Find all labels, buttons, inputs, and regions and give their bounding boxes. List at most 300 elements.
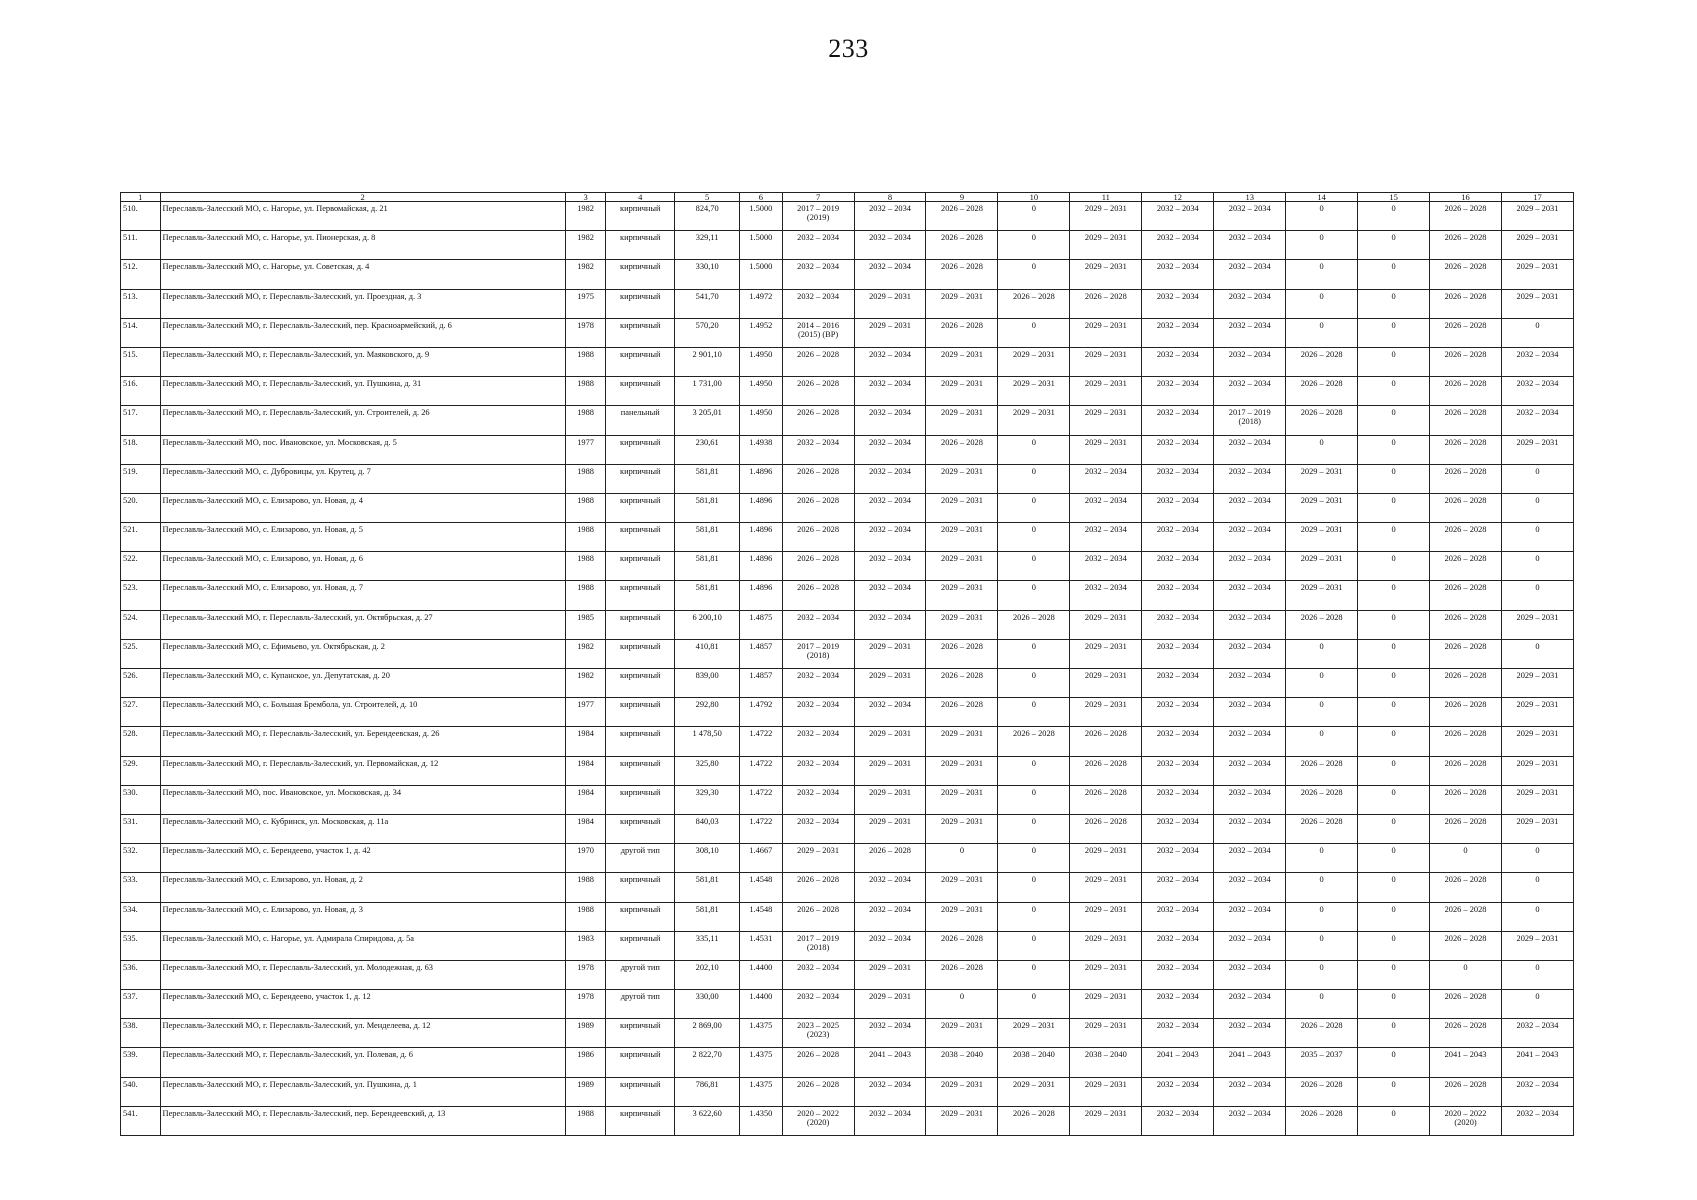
cell-value: 2017 – 2019 <box>797 933 840 943</box>
cell-value: 535. <box>123 933 138 943</box>
table-cell-col-17 <box>1501 960 1573 989</box>
cell-value: 2041 – 2043 <box>1516 1050 1559 1060</box>
cell-value: Переславль-Залесский МО, с. Елизарово, ул. Новая, д. 7 <box>162 583 363 593</box>
address-cell <box>160 260 565 289</box>
address-cell <box>160 698 565 727</box>
table-cell-col-6 <box>740 844 783 873</box>
table-cell-col-6 <box>740 931 783 960</box>
cell-value: 2017 – 2019 <box>1228 408 1271 418</box>
cell-value: кирпичный <box>620 495 661 505</box>
cell-value: кирпичный <box>620 1108 661 1118</box>
cell-value: 1988 <box>577 466 594 476</box>
cell-value: 2032 – 2034 <box>869 437 911 447</box>
table-cell-col-3 <box>565 435 606 464</box>
address-cell <box>160 581 565 610</box>
cell-value: 1982 <box>577 641 594 651</box>
row-number <box>121 318 161 347</box>
cell-value: 2032 – 2034 <box>1228 846 1271 856</box>
cell-value: 202,10 <box>695 962 719 972</box>
table-cell-col-10 <box>998 581 1070 610</box>
cell-value: 2029 – 2031 <box>869 962 911 972</box>
cell-value: кирпичный <box>620 904 661 914</box>
cell-value: 0 <box>1031 700 1036 710</box>
cell-value: 2026 – 2028 <box>1084 729 1127 739</box>
table-cell-col-13 <box>1214 756 1286 785</box>
table-cell-col-5 <box>675 552 740 581</box>
row-number <box>121 523 161 552</box>
table-cell-col-12 <box>1142 785 1214 814</box>
cell-value: 2029 – 2031 <box>1084 962 1127 972</box>
cell-value: 2032 – 2034 <box>1228 787 1271 797</box>
cell-value: 2032 – 2034 <box>1228 875 1271 885</box>
cell-value: 2026 – 2028 <box>1444 758 1487 768</box>
table-cell-col-14 <box>1286 1019 1358 1048</box>
cell-value: 2032 – 2034 <box>1084 583 1127 593</box>
table-cell-col-10 <box>998 260 1070 289</box>
cell-value: 2026 – 2028 <box>1084 291 1127 301</box>
table-cell-col-5 <box>675 318 740 347</box>
cell-value: 2032 – 2034 <box>797 787 840 797</box>
cell-value: 1982 <box>577 262 594 272</box>
table-cell-col-11 <box>1070 902 1142 931</box>
cell-value: 2029 – 2031 <box>1300 583 1343 593</box>
row-number <box>121 377 161 406</box>
table-cell-col-7 <box>782 1048 854 1077</box>
table-cell-col-17 <box>1501 1077 1573 1106</box>
table-row <box>121 902 1574 931</box>
cell-value: 2029 – 2031 <box>1084 320 1127 330</box>
table-cell-col-12 <box>1142 318 1214 347</box>
table-cell-col-3 <box>565 260 606 289</box>
table-cell-col-9 <box>926 289 998 318</box>
cell-value: 2032 – 2034 <box>1156 641 1199 651</box>
cell-value: 1.4950 <box>749 349 773 359</box>
cell-value: 2026 – 2028 <box>1444 320 1487 330</box>
column-number-2: 2 <box>160 193 565 202</box>
table-cell-col-11 <box>1070 552 1142 581</box>
cell-value: Переславль-Залесский МО, с. Нагорье, ул. Советская, д. 4 <box>162 262 370 272</box>
table-cell-col-13 <box>1214 1048 1286 1077</box>
cell-value: 2032 – 2034 <box>797 758 840 768</box>
table-cell-col-13 <box>1214 1077 1286 1106</box>
cell-value: 2029 – 2031 <box>1084 1108 1127 1118</box>
cell-value: 0 <box>1319 262 1324 272</box>
table-cell-col-3 <box>565 231 606 260</box>
table-cell-col-14 <box>1286 814 1358 843</box>
cell-value: 2032 – 2034 <box>1156 729 1199 739</box>
cell-value: Переславль-Залесский МО, пос. Ивановское, ул. Московская, д. 5 <box>162 437 397 447</box>
cell-value: 2029 – 2031 <box>869 291 911 301</box>
cell-note: (2020) <box>806 1117 830 1127</box>
table-cell-col-11 <box>1070 523 1142 552</box>
cell-value: 2032 – 2034 <box>1156 816 1199 826</box>
cell-value: 536. <box>123 962 138 972</box>
cell-value: Переславль-Залесский МО, с. Берендеево, участок 1, д. 12 <box>162 992 371 1002</box>
table-cell-col-5 <box>675 260 740 289</box>
cell-value: 2029 – 2031 <box>941 875 983 885</box>
cell-value: 2029 – 2031 <box>869 641 911 651</box>
row-number <box>121 406 161 435</box>
cell-value: Переславль-Залесский МО, г. Переславль-Залесский, ул. Полевая, д. 6 <box>162 1050 413 1060</box>
cell-value: Переславль-Залесский МО, с. Ефимьево, ул. Октябрьская, д. 2 <box>162 641 385 651</box>
cell-value: 0 <box>959 992 965 1002</box>
cell-value: 2029 – 2031 <box>1084 992 1127 1002</box>
cell-value: 2026 – 2028 <box>1084 787 1127 797</box>
cell-value: 824,70 <box>695 204 719 213</box>
table-cell-col-12 <box>1142 960 1214 989</box>
cell-value: 1986 <box>577 1050 594 1060</box>
cell-value: 2029 – 2031 <box>1012 379 1055 389</box>
table-cell-col-13 <box>1214 1106 1286 1135</box>
cell-value: 0 <box>1031 846 1036 856</box>
cell-value: кирпичный <box>620 233 661 243</box>
cell-value: 526. <box>123 671 138 680</box>
cell-value: 2026 – 2028 <box>1444 437 1487 447</box>
table-cell-col-6 <box>740 1106 783 1135</box>
table-cell-col-15 <box>1358 318 1430 347</box>
address-cell <box>160 873 565 902</box>
table-cell-col-7 <box>782 1106 854 1135</box>
cell-value: 2029 – 2031 <box>1084 641 1127 651</box>
cell-value: 0 <box>1535 904 1540 914</box>
cell-value: 533. <box>123 875 138 885</box>
cell-value: 0 <box>1535 583 1540 593</box>
cell-value: 0 <box>1391 962 1396 972</box>
cell-value: 2026 – 2028 <box>1084 758 1127 768</box>
table-cell-col-14 <box>1286 435 1358 464</box>
table-cell-col-8 <box>854 698 926 727</box>
table-cell-col-13 <box>1214 318 1286 347</box>
cell-value: кирпичный <box>620 758 661 768</box>
cell-value: кирпичный <box>620 1021 661 1031</box>
table-cell-col-14 <box>1286 347 1358 376</box>
table-cell-col-13 <box>1214 260 1286 289</box>
cell-value: 2032 – 2034 <box>797 671 840 680</box>
cell-value: 2026 – 2028 <box>1012 1108 1055 1118</box>
cell-value: 581,81 <box>695 904 719 914</box>
table-cell-col-15 <box>1358 1106 1430 1135</box>
table-cell-col-17 <box>1501 1106 1573 1135</box>
cell-value: 2032 – 2034 <box>1156 787 1199 797</box>
address-cell <box>160 493 565 522</box>
column-number-9: 9 <box>926 193 998 202</box>
table-cell-col-16 <box>1430 464 1502 493</box>
table-cell-col-12 <box>1142 873 1214 902</box>
table-cell-col-14 <box>1286 990 1358 1019</box>
cell-value: 1.4400 <box>749 992 773 1002</box>
table-cell-col-8 <box>854 347 926 376</box>
cell-value: 2026 – 2028 <box>1444 700 1487 710</box>
table-cell-col-13 <box>1214 990 1286 1019</box>
table-cell-col-17 <box>1501 552 1573 581</box>
table-row <box>121 523 1574 552</box>
cell-value: 0 <box>1535 992 1540 1002</box>
cell-value: другой тип <box>620 962 660 972</box>
address-cell <box>160 814 565 843</box>
cell-value: 0 <box>1535 875 1540 885</box>
table-cell-col-17 <box>1501 202 1573 231</box>
cell-value: Переславль-Залесский МО, г. Переславль-Залесский, ул. Первомайская, д. 12 <box>162 758 439 768</box>
cell-value: 1978 <box>577 962 594 972</box>
cell-value: 2032 – 2034 <box>1156 437 1199 447</box>
table-cell-col-9 <box>926 1019 998 1048</box>
cell-value: 2032 – 2034 <box>1156 846 1199 856</box>
cell-value: 2029 – 2031 <box>941 1021 983 1031</box>
table-cell-col-12 <box>1142 552 1214 581</box>
cell-value: 0 <box>959 846 965 856</box>
cell-value: Переславль-Залесский МО, с. Елизарово, ул. Новая, д. 5 <box>162 525 363 535</box>
cell-value: 1975 <box>577 291 594 301</box>
cell-value: 1.4548 <box>749 875 773 885</box>
cell-value: 0 <box>1319 641 1324 651</box>
cell-value: 2032 – 2034 <box>1228 262 1271 272</box>
cell-value: 2026 – 2028 <box>1012 291 1055 301</box>
table-cell-col-17 <box>1501 581 1573 610</box>
cell-value: 2032 – 2034 <box>1516 379 1559 389</box>
table-cell-col-6 <box>740 639 783 668</box>
cell-value: 410,81 <box>695 641 719 651</box>
cell-value: Переславль-Залесский МО, г. Переславль-Залесский, ул. Октябрьская, д. 27 <box>162 612 433 622</box>
table-cell-col-15 <box>1358 727 1430 756</box>
cell-value: 0 <box>1391 1079 1396 1089</box>
table-cell-col-11 <box>1070 1077 1142 1106</box>
cell-value: 2029 – 2031 <box>1084 437 1127 447</box>
table-cell-col-10 <box>998 727 1070 756</box>
row-number <box>121 990 161 1019</box>
table-cell-col-12 <box>1142 1077 1214 1106</box>
cell-value: 1984 <box>577 729 594 739</box>
table-cell-col-11 <box>1070 347 1142 376</box>
cell-value: 514. <box>123 320 138 330</box>
column-number-14: 14 <box>1286 193 1358 202</box>
cell-value: 2032 – 2034 <box>1156 495 1199 505</box>
cell-value: 2032 – 2034 <box>869 583 911 593</box>
table-cell-col-17 <box>1501 727 1573 756</box>
cell-value: 2029 – 2031 <box>1084 875 1127 885</box>
table-cell-col-9 <box>926 785 998 814</box>
cell-value: 0 <box>1391 1021 1396 1031</box>
cell-value: 2026 – 2028 <box>1444 992 1487 1002</box>
cell-value: 330,10 <box>695 262 719 272</box>
cell-value: 0 <box>1391 904 1396 914</box>
cell-value: 2032 – 2034 <box>869 875 911 885</box>
table-cell-col-6 <box>740 406 783 435</box>
table-cell-col-14 <box>1286 318 1358 347</box>
row-number <box>121 756 161 785</box>
cell-value: 1.4896 <box>749 466 773 476</box>
table-cell-col-13 <box>1214 1019 1286 1048</box>
cell-value: 1970 <box>577 846 594 856</box>
table-cell-col-9 <box>926 581 998 610</box>
cell-value: 525. <box>123 641 138 651</box>
cell-value: 0 <box>1391 1108 1396 1118</box>
table-cell-col-6 <box>740 960 783 989</box>
table-cell-col-5 <box>675 1019 740 1048</box>
cell-value: 0 <box>1031 671 1036 680</box>
cell-value: 1.4375 <box>749 1079 773 1089</box>
cell-value: 1988 <box>577 583 594 593</box>
table-cell-col-5 <box>675 435 740 464</box>
cell-value: 539. <box>123 1050 138 1060</box>
cell-value: 0 <box>1031 466 1036 476</box>
table-row <box>121 873 1574 902</box>
table-cell-col-7 <box>782 435 854 464</box>
table-cell-col-7 <box>782 552 854 581</box>
address-cell <box>160 523 565 552</box>
cell-value: 1.4896 <box>749 525 773 535</box>
cell-value: 2032 – 2034 <box>869 408 911 418</box>
table-cell-col-15 <box>1358 202 1430 231</box>
table-cell-col-17 <box>1501 406 1573 435</box>
table-cell-col-12 <box>1142 639 1214 668</box>
table-cell-col-8 <box>854 785 926 814</box>
cell-value: 541. <box>123 1108 138 1118</box>
table-cell-col-13 <box>1214 698 1286 727</box>
table-cell-col-7 <box>782 260 854 289</box>
cell-value: 0 <box>1031 262 1036 272</box>
cell-note: (2018) <box>806 650 830 660</box>
table-cell-col-6 <box>740 990 783 1019</box>
cell-value: 1984 <box>577 758 594 768</box>
register-sheet <box>120 192 1574 1136</box>
table-cell-col-9 <box>926 202 998 231</box>
cell-value: 0 <box>1319 729 1324 739</box>
cell-value: 2032 – 2034 <box>797 437 840 447</box>
cell-value: 335,11 <box>695 933 719 943</box>
cell-value: 2029 – 2031 <box>1084 1021 1127 1031</box>
table-cell-col-14 <box>1286 756 1358 785</box>
cell-value: 2017 – 2019 <box>797 204 840 213</box>
table-cell-col-14 <box>1286 493 1358 522</box>
table-cell-col-17 <box>1501 931 1573 960</box>
cell-value: Переславль-Залесский МО, с. Елизарово, ул. Новая, д. 4 <box>162 495 363 505</box>
header-row <box>121 193 1574 202</box>
table-cell-col-17 <box>1501 844 1573 873</box>
cell-value: 2029 – 2031 <box>797 846 840 856</box>
table-cell-col-8 <box>854 669 926 698</box>
table-cell-col-14 <box>1286 464 1358 493</box>
cell-value: 2032 – 2034 <box>1228 583 1271 593</box>
table-cell-col-14 <box>1286 873 1358 902</box>
table-cell-col-4 <box>606 347 675 376</box>
table-cell-col-14 <box>1286 669 1358 698</box>
cell-value: 2032 – 2034 <box>869 379 911 389</box>
table-cell-col-9 <box>926 756 998 785</box>
column-number-7: 7 <box>782 193 854 202</box>
table-row <box>121 1106 1574 1135</box>
cell-value: 0 <box>1031 641 1036 651</box>
cell-value: 510. <box>123 204 138 213</box>
column-number-16: 16 <box>1430 193 1502 202</box>
cell-value: 325,80 <box>695 758 719 768</box>
cell-value: 2029 – 2031 <box>1084 349 1127 359</box>
cell-value: 518. <box>123 437 138 447</box>
cell-value: 1 731,00 <box>692 379 722 389</box>
address-cell <box>160 931 565 960</box>
table-cell-col-6 <box>740 785 783 814</box>
table-cell-col-6 <box>740 756 783 785</box>
cell-value: 2026 – 2028 <box>797 583 840 593</box>
cell-value: 2032 – 2034 <box>1156 262 1199 272</box>
cell-value: 570,20 <box>695 320 719 330</box>
cell-value: 0 <box>1319 671 1324 680</box>
table-cell-col-11 <box>1070 990 1142 1019</box>
table-cell-col-6 <box>740 289 783 318</box>
table-cell-col-11 <box>1070 377 1142 406</box>
table-cell-col-11 <box>1070 785 1142 814</box>
cell-value: 2032 – 2034 <box>1228 992 1271 1002</box>
table-cell-col-11 <box>1070 960 1142 989</box>
column-number-13: 13 <box>1214 193 1286 202</box>
table-row <box>121 289 1574 318</box>
cell-value: 2023 – 2025 <box>797 1021 840 1031</box>
cell-value: 2029 – 2031 <box>1300 495 1343 505</box>
cell-value: 0 <box>1319 437 1324 447</box>
cell-value: 2029 – 2031 <box>1084 1079 1127 1089</box>
table-cell-col-6 <box>740 347 783 376</box>
table-cell-col-16 <box>1430 231 1502 260</box>
cell-value: 1988 <box>577 525 594 535</box>
table-cell-col-13 <box>1214 844 1286 873</box>
cell-value: 2032 – 2034 <box>869 262 911 272</box>
table-cell-col-3 <box>565 844 606 873</box>
cell-value: 2026 – 2028 <box>797 349 840 359</box>
table-cell-col-13 <box>1214 960 1286 989</box>
cell-value: 329,30 <box>695 787 719 797</box>
table-row <box>121 698 1574 727</box>
table-cell-col-9 <box>926 873 998 902</box>
cell-value: 1.4722 <box>749 787 773 797</box>
table-cell-col-4 <box>606 464 675 493</box>
cell-value: 0 <box>1535 554 1540 564</box>
cell-value: 2029 – 2031 <box>1084 904 1127 914</box>
address-cell <box>160 1019 565 1048</box>
cell-value: 2032 – 2034 <box>1156 554 1199 564</box>
cell-value: 2029 – 2031 <box>1516 729 1559 739</box>
table-cell-col-4 <box>606 639 675 668</box>
cell-value: 2029 – 2031 <box>1084 671 1127 680</box>
table-cell-col-5 <box>675 814 740 843</box>
table-cell-col-16 <box>1430 435 1502 464</box>
cell-value: 0 <box>1391 992 1396 1002</box>
cell-value: 0 <box>1535 525 1540 535</box>
table-cell-col-13 <box>1214 523 1286 552</box>
cell-value: 2032 – 2034 <box>869 1079 911 1089</box>
table-cell-col-12 <box>1142 756 1214 785</box>
cell-value: 0 <box>1319 933 1324 943</box>
column-number-10: 10 <box>998 193 1070 202</box>
cell-value: 2026 – 2028 <box>1300 787 1343 797</box>
cell-value: 2029 – 2031 <box>869 671 911 680</box>
cell-value: 1.4531 <box>749 933 773 943</box>
table-cell-col-4 <box>606 1077 675 1106</box>
table-cell-col-13 <box>1214 464 1286 493</box>
cell-value: 2029 – 2031 <box>1084 233 1127 243</box>
table-cell-col-15 <box>1358 931 1430 960</box>
cell-value: кирпичный <box>620 816 661 826</box>
table-cell-col-8 <box>854 231 926 260</box>
table-cell-col-11 <box>1070 493 1142 522</box>
cell-value: Переславль-Залесский МО, с. Кубринск, ул. Московская, д. 11а <box>162 816 389 826</box>
table-cell-col-10 <box>998 552 1070 581</box>
table-row <box>121 814 1574 843</box>
table-cell-col-6 <box>740 493 783 522</box>
table-cell-col-5 <box>675 669 740 698</box>
table-cell-col-12 <box>1142 581 1214 610</box>
cell-value: 0 <box>1391 525 1396 535</box>
cell-value: Переславль-Залесский МО, с. Дубровицы, ул. Крутец, д. 7 <box>162 466 371 476</box>
cell-value: 2029 – 2031 <box>941 1079 983 1089</box>
